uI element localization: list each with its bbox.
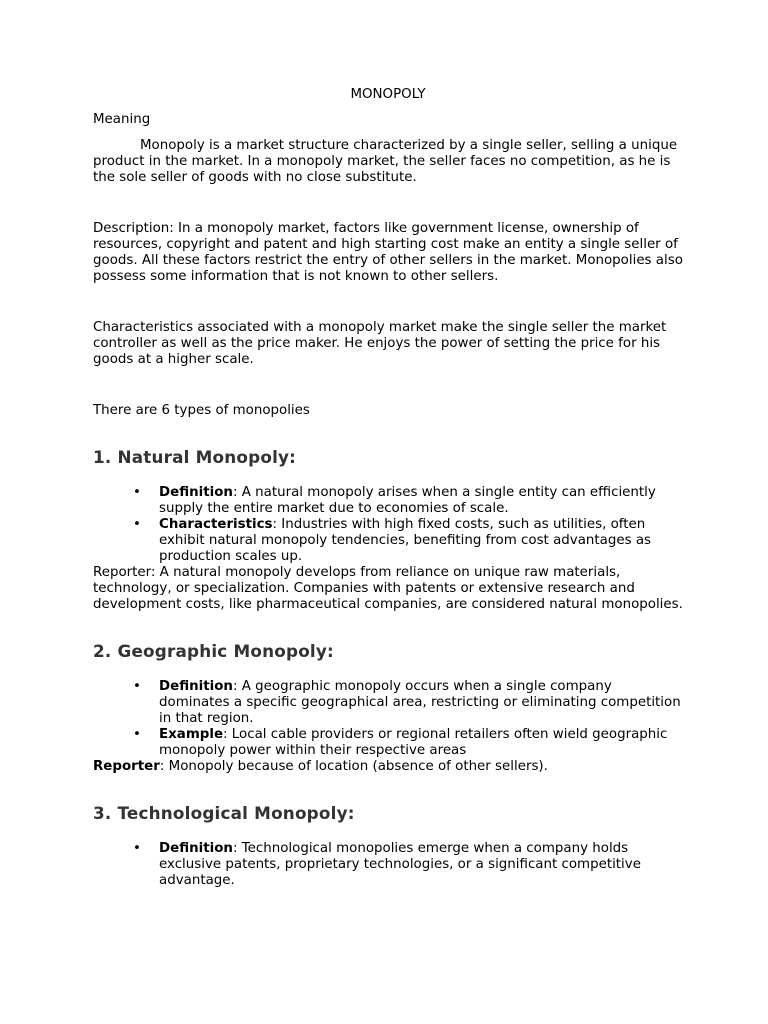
item-text: : Industries with high fixed costs, such as utilities, often exhibit natural monopoly tendencies, benefiting from cost advantages as production scales up. — [159, 517, 652, 564]
document-title: MONOPOLY — [350, 87, 426, 102]
bullet-icon: • — [133, 727, 141, 742]
section-heading-natural: 1. Natural Monopoly: — [93, 447, 297, 467]
reporter-text: : Monopoly because of location (absence of other sellers). — [159, 759, 548, 774]
reporter-paragraph — [93, 565, 683, 613]
item-label: Definition — [159, 485, 233, 500]
section-heading-technological: 3. Technological Monopoly: — [93, 803, 355, 823]
item-label: Example — [159, 727, 224, 742]
list-item — [133, 517, 683, 565]
document-page — [93, 87, 683, 889]
item-text: : A natural monopoly arises when a single entity can efficiently supply the entire market due to economies of scale. — [159, 485, 656, 516]
list-item — [133, 679, 683, 727]
description-paragraph: Description: In a monopoly market, factors like government license, ownership of resources, copyright and patent and high starting cost make an entity a single seller of goods. All these factors restrict the entry of other sellers in the market. Monopolies also possess some information that is not known to other sellers. — [93, 221, 683, 284]
bullet-icon: • — [133, 517, 141, 532]
item-label: Characteristics — [159, 517, 273, 532]
geographic-monopoly-list — [93, 679, 683, 759]
meaning-label: Meaning — [93, 112, 151, 127]
technological-monopoly-list — [93, 841, 683, 889]
reporter-paragraph — [93, 759, 683, 775]
list-item — [133, 841, 683, 889]
item-text: : Local cable providers or regional retailers often wield geographic monopoly power within their respective areas — [159, 727, 668, 758]
list-item — [133, 485, 683, 517]
reporter-text: Reporter: A natural monopoly develops from reliance on unique raw materials, technology, or specialization. Companies with patents or extensive research and development costs, like pharmaceutical companies, are considered natural monopolies. — [93, 565, 683, 612]
natural-monopoly-list — [93, 485, 683, 565]
characteristics-paragraph: Characteristics associated with a monopoly market make the single seller the market controller as well as the price maker. He enjoys the power of setting the price for his goods at a higher scale. — [93, 320, 667, 367]
item-text: : Technological monopolies emerge when a company holds exclusive patents, proprietary technologies, or a significant competitive advantage. — [159, 841, 641, 888]
item-label: Definition — [159, 679, 233, 694]
item-text: : A geographic monopoly occurs when a single company dominates a specific geographical area, restricting or eliminating competition in that region. — [159, 679, 681, 726]
meaning-paragraph: Monopoly is a market structure characterized by a single seller, selling a unique product in the market. In a monopoly market, the seller faces no competition, as he is the sole seller of goods with no close substitute. — [93, 138, 678, 185]
bullet-icon: • — [133, 841, 141, 856]
bullet-icon: • — [133, 485, 141, 500]
bullet-icon: • — [133, 679, 141, 694]
list-item — [133, 727, 683, 759]
reporter-label: Reporter — [93, 759, 160, 774]
types-intro: There are 6 types of monopolies — [93, 403, 310, 418]
item-label: Definition — [159, 841, 233, 856]
section-heading-geographic: 2. Geographic Monopoly: — [93, 641, 334, 661]
